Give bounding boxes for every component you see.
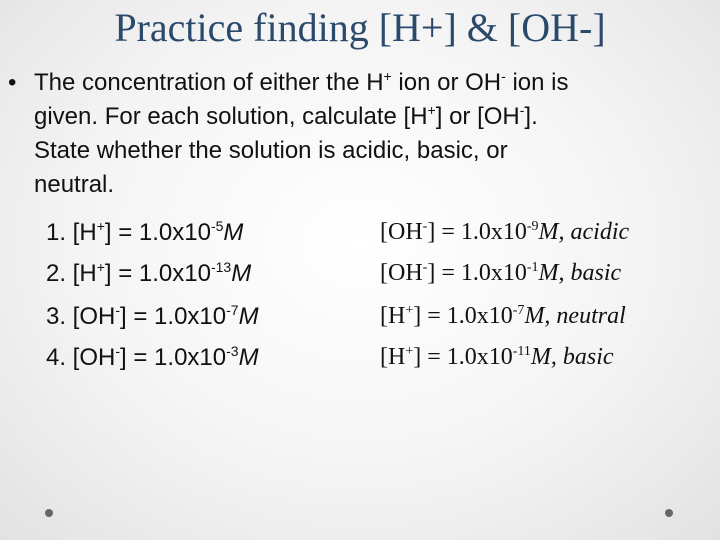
corner-dot-right (665, 509, 673, 517)
unit: M (238, 344, 259, 371)
answer-value: ] = 1.0x10 (413, 303, 513, 329)
problem-value: ] = 1.0x10 (104, 219, 211, 246)
problem-4 (46, 343, 259, 373)
exponent: -1 (526, 260, 539, 275)
superscript-plus: + (427, 102, 436, 118)
intro-line-4: neutral. (34, 171, 115, 198)
answer-2 (380, 258, 621, 288)
intro-text (34, 66, 708, 202)
ion-charge: + (405, 344, 414, 359)
intro-text-segment: given. For each solution, calculate [H (34, 103, 428, 130)
problem-prefix: 1. [H (46, 219, 97, 246)
ion-charge: + (405, 303, 414, 318)
problem-prefix: 3. [OH (46, 303, 116, 330)
problem-value: ] = 1.0x10 (104, 260, 211, 287)
answer-4 (380, 342, 614, 372)
answer-prefix: [H (380, 344, 406, 370)
answer-label: M, acidic (538, 219, 630, 245)
bullet-point: • (8, 69, 17, 96)
ion-charge: - (422, 219, 428, 234)
problem-value: ] = 1.0x10 (120, 303, 227, 330)
intro-text-segment: The concentration of either the H (34, 69, 384, 96)
answer-value: ] = 1.0x10 (413, 344, 513, 370)
answer-label: M, basic (538, 260, 622, 286)
unit: M (231, 260, 252, 287)
answer-prefix: [OH (380, 219, 423, 245)
problem-value: ] = 1.0x10 (120, 344, 227, 371)
intro-line-3: State whether the solution is acidic, basic, or (34, 137, 508, 164)
slide-title: Practice finding [H+] & [OH-] (114, 5, 606, 50)
problem-1 (46, 218, 243, 248)
problem-3 (46, 302, 259, 332)
exponent: -9 (526, 219, 539, 234)
intro-paragraph (8, 66, 708, 202)
exponent: -5 (210, 218, 224, 234)
exponent: -7 (226, 302, 239, 318)
unit: M (238, 303, 259, 330)
answer-value: ] = 1.0x10 (427, 219, 527, 245)
problem-prefix: 4. [OH (46, 344, 116, 371)
unit: M (223, 219, 244, 246)
exponent: -13 (210, 259, 232, 275)
exponent: -3 (226, 343, 239, 359)
ion-charge: - (115, 343, 121, 359)
superscript-minus: - (519, 102, 525, 118)
ion-charge: + (96, 218, 105, 234)
answer-label: M, neutral (524, 303, 626, 329)
answer-prefix: [H (380, 303, 406, 329)
ion-charge: - (115, 302, 121, 318)
problem-2 (46, 259, 251, 289)
answer-value: ] = 1.0x10 (427, 260, 527, 286)
exponent: -11 (512, 344, 531, 359)
ion-charge: + (96, 259, 105, 275)
answer-prefix: [OH (380, 260, 423, 286)
ion-charge: - (422, 260, 428, 275)
answer-1 (380, 217, 629, 247)
intro-text-segment: ]. (524, 103, 538, 130)
answer-3 (380, 301, 626, 331)
intro-text-segment: ] or [OH (435, 103, 520, 130)
answer-label: M, basic (530, 344, 614, 370)
intro-line-2 (34, 100, 708, 134)
corner-dot-left (45, 509, 53, 517)
intro-line-1 (34, 66, 708, 100)
exponent: -7 (512, 303, 525, 318)
superscript-plus: + (383, 68, 392, 84)
intro-text-segment: ion or OH (391, 69, 502, 96)
intro-text-segment: ion is (505, 69, 569, 96)
problem-prefix: 2. [H (46, 260, 97, 287)
superscript-minus: - (501, 68, 506, 84)
